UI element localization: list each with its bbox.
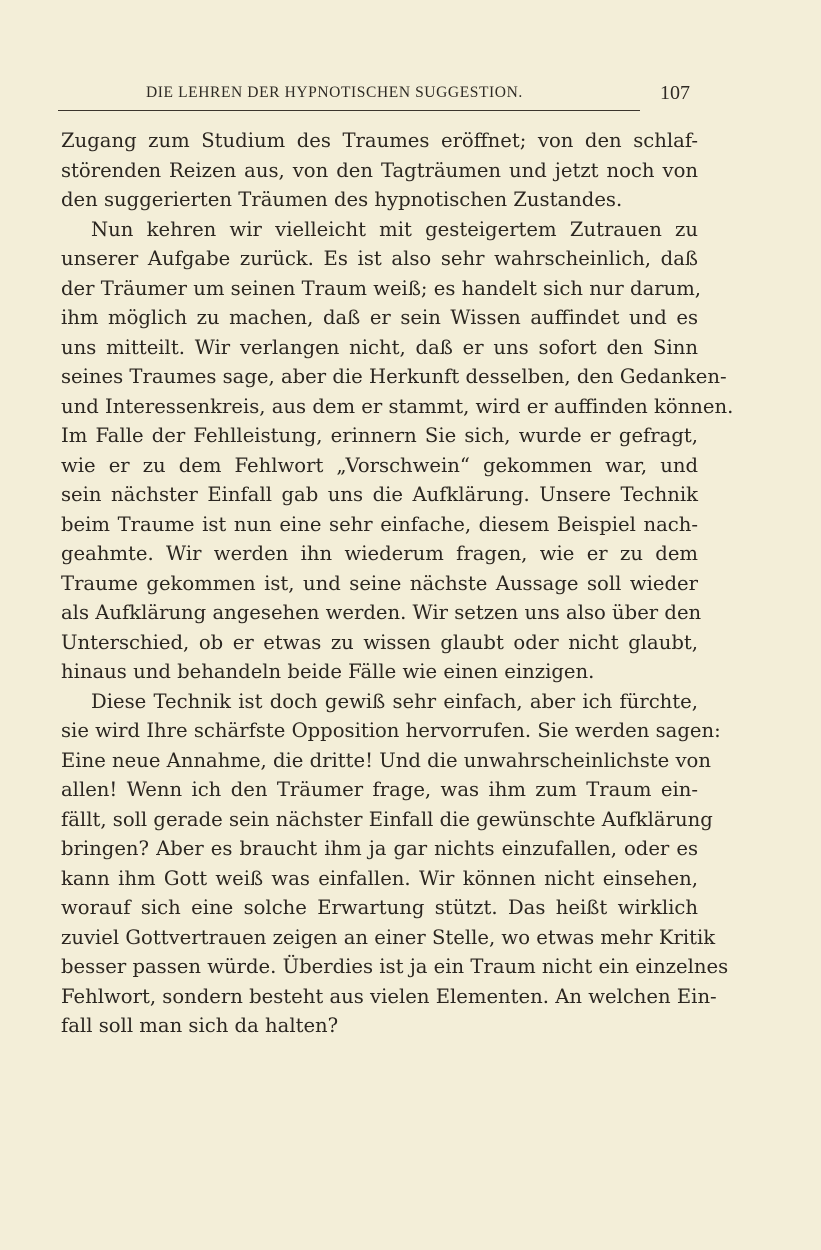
text-line: fällt, soll gerade sein nächster Einfall die gewünschte Aufklärung: [61, 807, 713, 831]
body-text: [61, 126, 734, 1041]
text-line: störenden Reizen aus, von den Tagträumen und jetzt noch von: [61, 158, 698, 182]
text-line: fall soll man sich da halten?: [61, 1014, 339, 1037]
text-line: als Aufklärung angesehen werden. Wir setzen uns also über den: [61, 601, 702, 624]
text-line: Eine neue Annahme, die dritte! Und die unwahrscheinlichste von: [61, 748, 711, 772]
text-line: hinaus und behandeln beide Fälle wie einen einzigen.: [61, 660, 595, 683]
text-line: beim Traume ist nun eine sehr einfache, diesem Beispiel nach-: [61, 512, 698, 536]
text-line: bringen? Aber es braucht ihm ja gar nichts einzufallen, oder es: [61, 837, 698, 860]
text-line: der Träumer um seinen Traum weiß; es handelt sich nur darum,: [61, 276, 702, 300]
text-line: Diese Technik ist doch gewiß sehr einfach, aber ich fürchte,: [91, 689, 698, 713]
text-line: Traume gekommen ist, und seine nächste Aussage soll wieder: [61, 571, 698, 595]
text-line: sie wird Ihre schärfste Opposition hervorrufen. Sie werden sagen:: [61, 719, 721, 742]
text-line: Nun kehren wir vielleicht mit gesteigertem Zutrauen zu: [91, 217, 698, 241]
text-line: uns mitteilt. Wir verlangen nicht, daß er uns sofort den Sinn: [61, 335, 698, 359]
text-line: Fehlwort, sondern besteht aus vielen Elementen. An welchen Ein-: [61, 984, 717, 1008]
text-line: unserer Aufgabe zurück. Es ist also sehr wahrscheinlich, daß: [61, 247, 698, 270]
text-line: Im Falle der Fehlleistung, erinnern Sie sich, wurde er gefragt,: [61, 424, 698, 447]
text-line: besser passen würde. Überdies ist ja ein Traum nicht ein einzelnes: [61, 955, 729, 978]
header-rule: [58, 110, 640, 111]
text-line: ihm möglich zu machen, daß er sein Wissen auffindet und es: [61, 306, 698, 329]
text-line: kann ihm Gott weiß was einfallen. Wir können nicht einsehen,: [61, 866, 698, 890]
page-number: 107: [660, 82, 690, 104]
text-line: allen! Wenn ich den Träumer frage, was ihm zum Traum ein-: [61, 778, 698, 801]
text-line: wie er zu dem Fehlwort „Vorschwein“ gekommen war, und: [61, 453, 698, 477]
running-title: DIE LEHREN DER HYPNOTISCHEN SUGGESTION.: [146, 84, 523, 101]
text-line: geahmte. Wir werden ihn wiederum fragen, wie er zu dem: [61, 542, 698, 565]
text-line: worauf sich eine solche Erwartung stützt. Das heißt wirklich: [61, 896, 698, 919]
text-line: zuviel Gottvertrauen zeigen an einer Stelle, wo etwas mehr Kritik: [61, 925, 716, 949]
text-line: den suggerierten Träumen des hypnotischen Zustandes.: [61, 188, 623, 211]
text-line: seines Traumes sage, aber die Herkunft desselben, den Gedanken-: [61, 365, 727, 388]
text-line: Unterschied, ob er etwas zu wissen glaubt oder nicht glaubt,: [61, 630, 698, 654]
text-line: Zugang zum Studium des Traumes eröffnet; von den schlaf-: [61, 129, 698, 152]
text-line: sein nächster Einfall gab uns die Aufklärung. Unsere Technik: [61, 483, 698, 506]
text-line: und Interessenkreis, aus dem er stammt, wird er auffinden können.: [61, 394, 734, 418]
